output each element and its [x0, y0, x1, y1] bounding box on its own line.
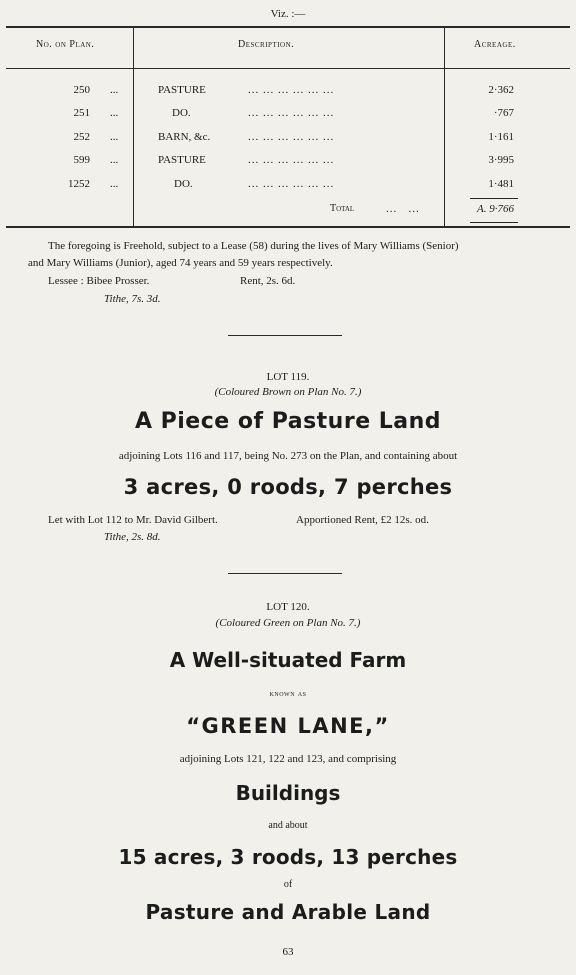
total-underline	[470, 222, 518, 223]
plan-number: 250	[73, 84, 90, 96]
header-description: Description.	[238, 39, 295, 50]
lot-120-known-as: known as	[269, 688, 307, 698]
total-label: Total	[330, 203, 355, 214]
total-rule	[470, 198, 518, 199]
section-divider	[228, 335, 342, 336]
tithe: Tithe, 7s. 3d.	[104, 293, 161, 305]
leader-dots: ... ... ... ... ... ...	[248, 131, 335, 143]
acreage: 1·481	[488, 178, 514, 190]
description: BARN, &c.	[158, 131, 211, 143]
lot-120-number: LOT 120.	[266, 601, 310, 613]
lot-120-title: A Well-situated Farm	[169, 648, 407, 672]
total-acreage: A. 9·766	[477, 203, 514, 215]
plan-number: 599	[73, 154, 90, 166]
freehold-line-2: and Mary Williams (Junior), aged 74 years and 59 years respectively.	[28, 257, 333, 269]
header-bottom-rule	[6, 68, 570, 69]
section-divider	[228, 573, 342, 574]
description: DO.	[172, 107, 191, 119]
lot-120-area: 15 acres, 3 roods, 13 perches	[118, 845, 458, 869]
header-plan: No. on Plan.	[36, 39, 95, 50]
table-row	[0, 107, 576, 127]
total-row	[0, 203, 576, 223]
description: PASTURE	[158, 154, 206, 166]
lot-120-buildings: Buildings	[235, 781, 341, 805]
lot-119-rent: Apportioned Rent, £2 12s. od.	[296, 514, 429, 526]
lot-119-adjoining: adjoining Lots 116 and 117, being No. 273 on the Plan, and containing about	[118, 450, 458, 462]
table-row	[0, 178, 576, 198]
lot-120-of: of	[283, 879, 293, 890]
viz-label: Viz. :—	[270, 8, 306, 20]
plan-number: 252	[73, 131, 90, 143]
leader-dots: ... ... ... ... ... ...	[248, 107, 335, 119]
freehold-line-1: The foregoing is Freehold, subject to a Lease (58) during the lives of Mary Williams (Senior)	[48, 240, 459, 252]
table-row	[0, 154, 576, 174]
lot-119-area: 3 acres, 0 roods, 7 perches	[123, 475, 453, 499]
lot-120-farm-name: “GREEN LANE,”	[186, 714, 390, 738]
lot-120-adjoining: adjoining Lots 121, 122 and 123, and comprising	[179, 753, 397, 765]
header-acreage: Acreage.	[474, 39, 516, 50]
lot-119-tithe: Tithe, 2s. 8d.	[104, 531, 161, 543]
leader-dots: ... ... ... ... ... ...	[248, 84, 335, 96]
lot-120-and-about: and about	[268, 820, 308, 831]
plan-number: 251	[73, 107, 90, 119]
leader-dots: ...	[110, 178, 119, 190]
lot-119-let-with: Let with Lot 112 to Mr. David Gilbert.	[48, 514, 218, 526]
table-bottom-rule	[6, 226, 570, 228]
description: PASTURE	[158, 84, 206, 96]
lot-119-number: LOT 119.	[266, 371, 310, 383]
acreage: 1·161	[488, 131, 514, 143]
leader-dots: ...	[110, 131, 119, 143]
table-row	[0, 131, 576, 151]
lot-119-coloured: (Coloured Brown on Plan No. 7.)	[214, 386, 362, 398]
lot-120-land: Pasture and Arable Land	[145, 900, 431, 924]
page-number: 63	[282, 946, 294, 958]
table-row	[0, 84, 576, 104]
table-top-rule	[6, 26, 570, 28]
rent: Rent, 2s. 6d.	[240, 275, 296, 287]
lot-119-title: A Piece of Pasture Land	[134, 409, 442, 434]
acreage: ·767	[493, 107, 514, 119]
lessee: Lessee : Bibee Prosser.	[48, 275, 150, 287]
leader-dots: ...	[110, 84, 119, 96]
leader-dots: ... ... ... ... ... ...	[248, 178, 335, 190]
lot-120-coloured: (Coloured Green on Plan No. 7.)	[215, 617, 361, 629]
leader-dots: ...	[110, 154, 119, 166]
acreage: 3·995	[488, 154, 514, 166]
leader-dots: ...	[110, 107, 119, 119]
description: DO.	[174, 178, 193, 190]
plan-number: 1252	[68, 178, 90, 190]
acreage: 2·362	[488, 84, 514, 96]
leader-dots: ... ...	[386, 203, 420, 215]
leader-dots: ... ... ... ... ... ...	[248, 154, 335, 166]
